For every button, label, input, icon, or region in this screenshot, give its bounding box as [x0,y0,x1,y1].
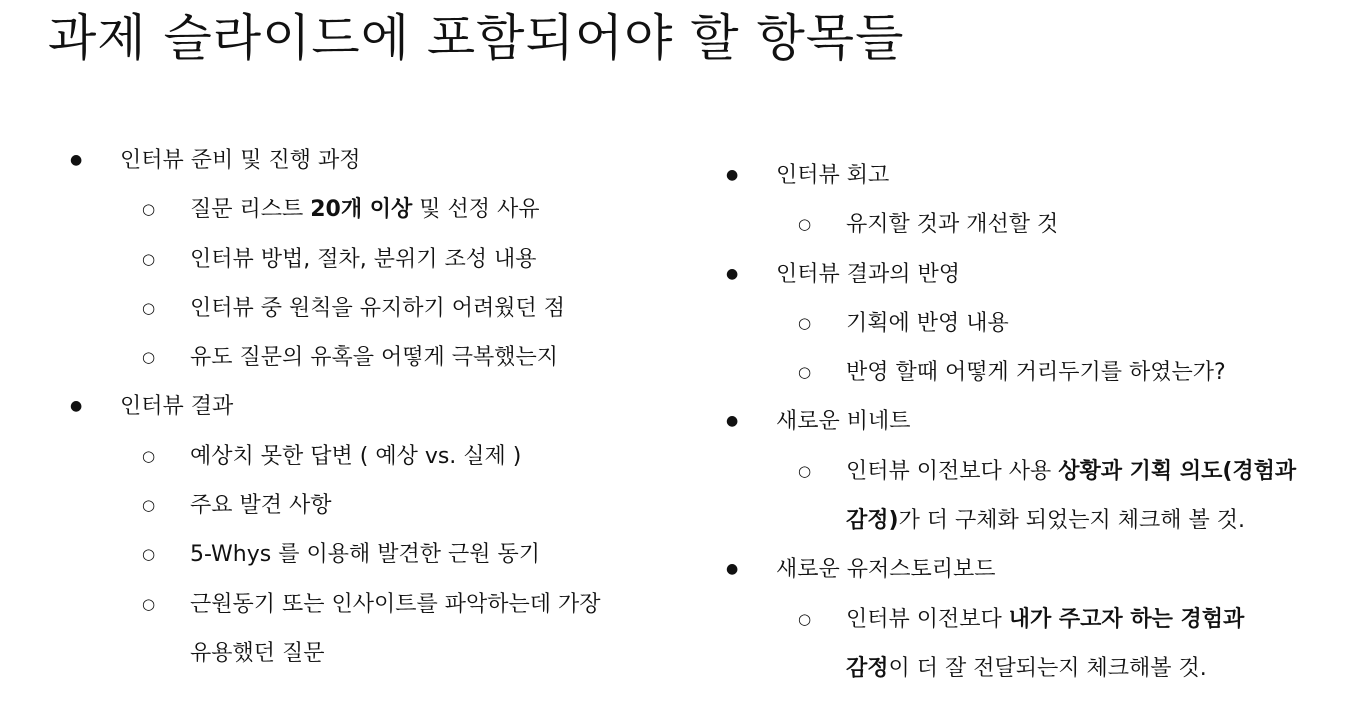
hollow-bullet-icon: ○ [142,298,156,317]
bullet-icon: ● [70,152,83,168]
list-item [726,151,1356,200]
hollow-bullet-icon: ○ [142,200,156,219]
hollow-bullet-icon: ○ [142,249,156,268]
item-text: 질문 리스트 [190,197,311,223]
list-item [726,595,1356,644]
hollow-bullet-icon: ○ [798,363,812,382]
bullet-icon: ● [726,265,739,282]
list-item [70,136,670,185]
item-text: 유용했던 질문 [190,640,325,666]
item-text: 5-Whys 를 이용해 발견한 근원 동기 [190,542,540,568]
bullet-icon: ● [726,413,739,430]
list-item [70,382,670,431]
item-text: 예상치 못한 답변 ( 예상 vs. 실제 ) [190,443,522,469]
list-item [726,545,1356,594]
list-item [726,447,1356,496]
item-text: 및 선정 사유 [412,197,540,223]
hollow-bullet-icon: ○ [142,545,156,564]
bullet-icon: ● [726,167,739,183]
item-text: 새로운 비네트 [776,409,911,435]
item-text: 인터뷰 중 원칙을 유지하기 어려웠던 점 [190,295,565,321]
item-text: 인터뷰 준비 및 진행 과정 [120,148,361,173]
list-item-continuation [70,629,670,678]
item-text: 반영 할때 어떻게 거리두기를 하였는가? [846,360,1226,386]
item-text-bold: 내가 주고자 하는 경험과 [1008,606,1245,632]
left-column [70,136,670,678]
item-text: 인터뷰 결과의 반영 [776,261,961,287]
list-item [70,235,670,284]
list-item [726,200,1356,249]
item-text: 가 더 구체화 되었는지 체크해 볼 것. [898,508,1246,534]
item-text: 근원동기 또는 인사이트를 파악하는데 가장 [190,591,601,617]
right-column [726,151,1356,693]
item-text-bold: 20개 이상 [310,197,413,223]
list-item [70,185,670,234]
item-text: 인터뷰 이전보다 사용 [846,458,1059,484]
bullet-icon: ● [70,398,83,415]
item-text-bold: 상황과 기획 의도(경험과 [1058,458,1297,484]
list-item [70,333,670,382]
item-text: 인터뷰 이전보다 [846,606,1009,632]
hollow-bullet-icon: ○ [798,313,812,332]
item-text-bold: 감정 [846,655,889,681]
bullet-icon: ● [726,561,739,578]
hollow-bullet-icon: ○ [142,594,156,613]
item-text: 인터뷰 방법, 절차, 분위기 조성 내용 [190,246,537,272]
item-text: 유지할 것과 개선할 것 [846,212,1059,238]
list-item [726,250,1356,299]
list-item [726,299,1356,348]
hollow-bullet-icon: ○ [798,215,812,234]
list-item-continuation [726,496,1356,545]
hollow-bullet-icon: ○ [142,496,156,515]
list-item [726,348,1356,397]
list-item [70,432,670,481]
list-item [70,284,670,333]
hollow-bullet-icon: ○ [142,348,156,367]
list-item [70,530,670,579]
item-text: 이 더 잘 전달되는지 체크해볼 것. [888,655,1207,681]
hollow-bullet-icon: ○ [798,461,812,480]
item-text: 인터뷰 회고 [776,163,890,188]
list-item [70,481,670,530]
item-text: 주요 발견 사항 [190,493,332,519]
item-text: 기획에 반영 내용 [846,310,1009,336]
list-item-continuation [726,644,1356,693]
item-text: 새로운 유저스토리보드 [776,557,996,583]
slide-title: 과제 슬라이드에 포함되어야 할 항목들 [48,9,905,67]
item-text: 유도 질문의 유혹을 어떻게 극복했는지 [190,345,559,371]
list-item [726,397,1356,446]
hollow-bullet-icon: ○ [798,609,812,628]
item-text-bold: 감정) [846,508,899,534]
list-item [70,580,670,629]
hollow-bullet-icon: ○ [142,446,156,465]
item-text: 인터뷰 결과 [120,394,234,420]
